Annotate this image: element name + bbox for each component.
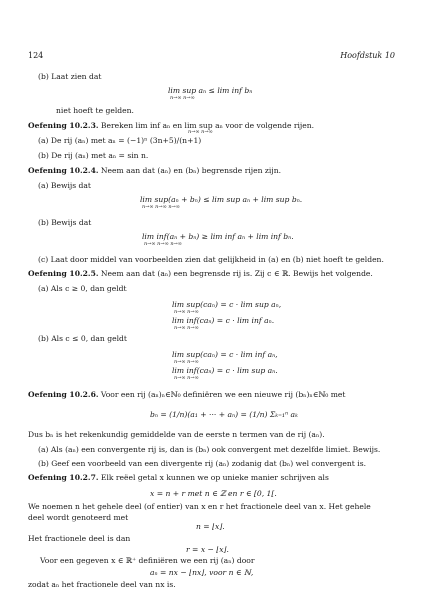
equation: lim inf(aₙ + bₙ) ≥ lim inf aₙ + lim inf bₙ.: [142, 232, 294, 241]
text-line: Dus bₙ is het rekenkundig gemiddelde van de eerste n termen van de rij (aₙ).: [28, 430, 325, 439]
equation: lim sup(caₙ) = c · lim sup aₙ,: [172, 300, 282, 309]
equation: lim sup(aₙ + bₙ) ≤ lim sup aₙ + lim sup bₙ.: [140, 195, 303, 204]
text-line: We noemen n het gehele deel (of entier) van x en r het fractionele deel van x. Het gehele: [28, 502, 371, 511]
text-line: (a) Als c ≥ 0, dan geldt: [38, 284, 127, 293]
exercise-title: Oefening 10.2.3.: [28, 121, 99, 130]
text-line: (a) Bewijs dat: [38, 181, 91, 190]
exercise-10-2-5: [28, 269, 373, 278]
page-number: 124: [28, 51, 44, 60]
text-line: (b) Geef een voorbeeld van een divergente rij (aₙ) zodanig dat (bₙ) wel convergent is.: [38, 459, 366, 468]
text-line: (a) De rij (aₙ) met aₙ = (−1)ⁿ (3n+5)/(n+1): [38, 136, 202, 145]
equation-subscript: n→∞ n→∞: [174, 325, 199, 331]
exercise-title: Oefening 10.2.5.: [28, 269, 99, 278]
equation-subscript: n→∞ n→∞: [174, 375, 199, 381]
exercise-text: Neem aan dat (aₙ) en (bₙ) begrensde rijen zijn.: [98, 166, 282, 175]
text-line: (b) De rij (aₙ) met aₙ = sin n.: [38, 151, 149, 160]
exercise-text: Elk reëel getal x kunnen we op unieke manier schrijven als: [98, 473, 329, 482]
text-line: Voor een gegeven x ∈ ℝ⁺ definiëren we een rij (aₙ) door: [40, 556, 255, 565]
equation-subscript: n→∞ n→∞: [174, 309, 199, 315]
text-line: (b) Bewijs dat: [38, 218, 92, 227]
equation-subscript: n→∞ n→∞ n→∞: [144, 241, 182, 247]
exercise-10-2-4: [28, 166, 281, 175]
text-line: zodat aₙ het fractionele deel van nx is.: [28, 580, 176, 589]
equation: lim inf(caₙ) = c · lim sup aₙ.: [172, 366, 278, 375]
exercise-title: Oefening 10.2.7.: [28, 473, 99, 482]
exercise-title: Oefening 10.2.4.: [28, 166, 99, 175]
equation: bₙ = (1/n)(a₁ + ··· + aₙ) = (1/n) Σₖ₌₁ⁿ aₖ: [150, 410, 298, 419]
equation: aₙ = nx − ⌊nx⌋, voor n ∈ ℕ,: [150, 568, 254, 577]
exercise-text: Neem aan dat (aₙ) een begrensde rij is. Zij c ∈ ℝ. Bewijs het volgende.: [98, 269, 373, 278]
equation-subscript: n→∞ n→∞: [188, 129, 213, 135]
exercise-title: Oefening 10.2.6.: [28, 390, 99, 399]
text-line: niet hoeft te gelden.: [56, 106, 134, 115]
chapter-title: Hoofdstuk 10: [340, 51, 395, 60]
equation: lim sup aₙ ≤ lim inf bₙ: [168, 86, 253, 95]
equation: x = n + r met n ∈ ℤ en r ∈ [0, 1[.: [150, 489, 277, 498]
equation: lim inf(caₙ) = c · lim inf aₙ.: [172, 316, 275, 325]
equation: n = ⌊x⌋.: [196, 522, 225, 531]
equation: lim sup(caₙ) = c · lim inf aₙ,: [172, 350, 278, 359]
equation: r = x − ⌊x⌋.: [186, 545, 229, 554]
text-line: Het fractionele deel is dan: [28, 534, 131, 543]
text-line: deel wordt genoteerd met: [28, 513, 129, 522]
text-line: (b) Laat zien dat: [38, 72, 102, 81]
text-line: (a) Als (aₙ) een convergente rij is, dan is (bₙ) ook convergent met dezelfde limiet. Bewijs.: [38, 445, 381, 454]
equation-subscript: n→∞ n→∞ n→∞: [142, 204, 180, 210]
text-line: (b) Als c ≤ 0, dan geldt: [38, 334, 127, 343]
exercise-text: Voor een rij (aₙ)ₙ∈ℕ₀ definiëren we een nieuwe rij (bₙ)ₙ∈ℕ₀ met: [98, 390, 346, 399]
equation-subscript: n→∞ n→∞: [174, 359, 199, 365]
exercise-10-2-6: [28, 390, 345, 399]
equation-subscript: n→∞ n→∞: [170, 95, 195, 101]
exercise-text: Bereken lim inf aₙ en lim sup aₙ voor de volgende rijen.: [98, 121, 315, 130]
text-line: (c) Laat door middel van voorbeelden zien dat gelijkheid in (a) en (b) niet hoeft te gelden.: [38, 255, 384, 264]
exercise-10-2-7: [28, 473, 329, 482]
exercise-10-2-3: [28, 121, 314, 130]
